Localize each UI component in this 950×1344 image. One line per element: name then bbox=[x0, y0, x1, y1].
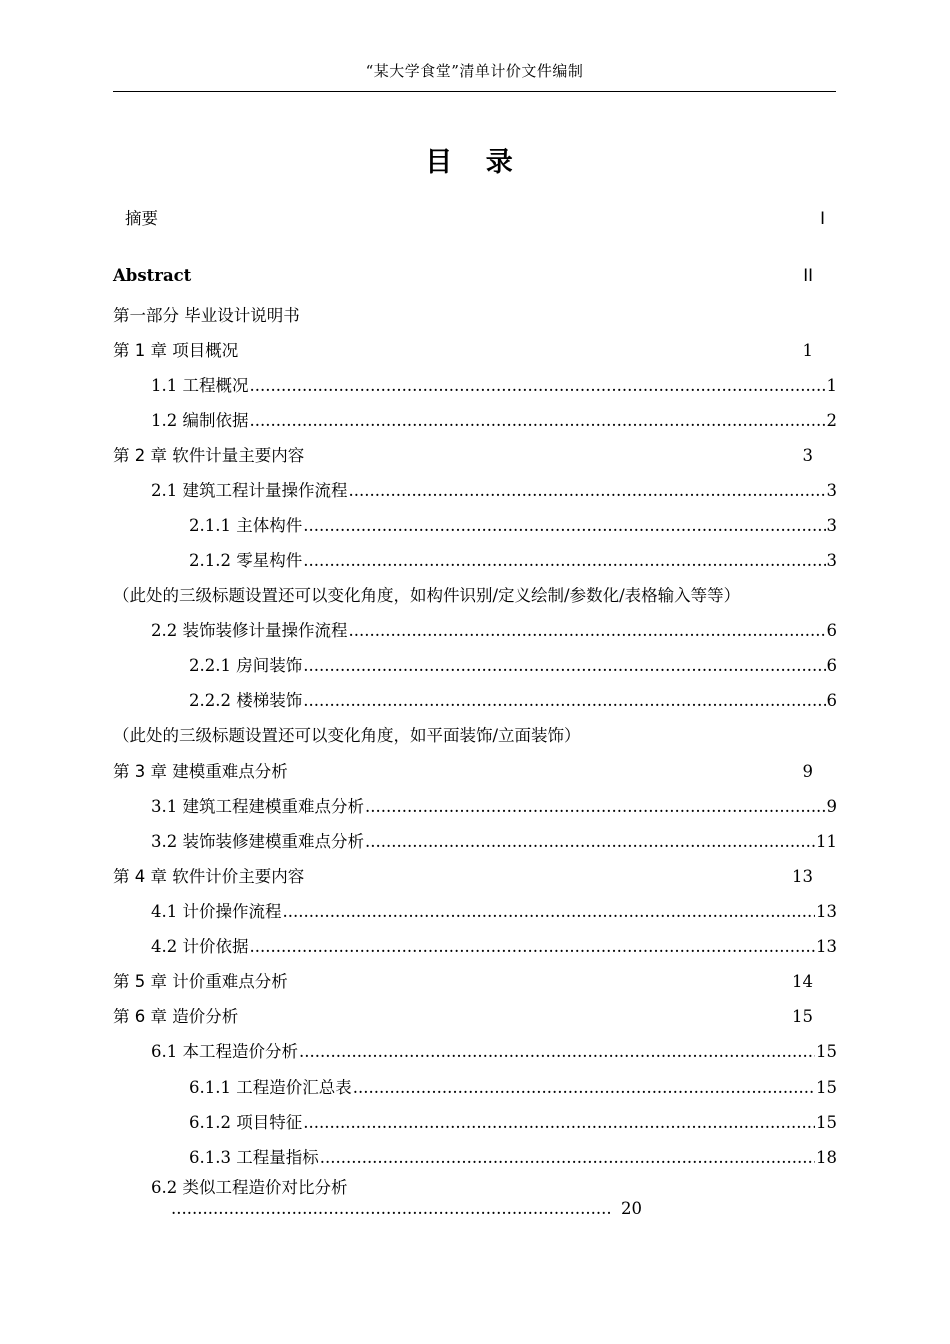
toc-entry-page: 1 bbox=[802, 341, 813, 360]
toc-section-2-1[interactable] bbox=[151, 477, 837, 501]
toc-entry-page: 3 bbox=[802, 446, 813, 465]
toc-entry-label: 2.2.2 楼梯装饰 bbox=[189, 691, 303, 710]
page-header: “某大学食堂”清单计价文件编制 bbox=[365, 62, 584, 80]
leader-dots bbox=[303, 1113, 815, 1132]
toc-entry-label: 第 6 章 造价分析 bbox=[113, 1007, 239, 1026]
toc-entry-page: 3 bbox=[826, 516, 837, 535]
header-rule bbox=[113, 91, 836, 92]
toc-chapter-5[interactable] bbox=[113, 968, 813, 992]
toc-section-4-2[interactable] bbox=[151, 933, 837, 957]
toc-entry-page: 9 bbox=[802, 762, 813, 781]
toc-note-2: （此处的三级标题设置还可以变化角度，如平面装饰/立面装饰） bbox=[113, 726, 581, 745]
toc-section-6-2-leader[interactable] bbox=[170, 1199, 642, 1223]
leader-dots bbox=[171, 1199, 610, 1218]
leader-dots bbox=[299, 1042, 815, 1061]
leader-dots bbox=[303, 691, 825, 710]
toc-entry-label: 2.1.1 主体构件 bbox=[189, 516, 303, 535]
toc-entry-page: 13 bbox=[816, 902, 837, 921]
toc-section-6-1-2[interactable] bbox=[189, 1109, 837, 1133]
toc-entry-page: 2 bbox=[826, 411, 837, 430]
leader-dots bbox=[349, 621, 826, 640]
toc-entry-label: 6.1.3 工程量指标 bbox=[189, 1148, 319, 1167]
leader-dots bbox=[250, 937, 816, 956]
toc-section-3-2[interactable] bbox=[151, 828, 837, 852]
leader-dots bbox=[303, 551, 825, 570]
leader-dots bbox=[349, 481, 826, 500]
leader-dots bbox=[250, 376, 826, 395]
leader-dots bbox=[283, 902, 816, 921]
toc-entry-page: 14 bbox=[792, 972, 813, 991]
toc-entry-label: 1.2 编制依据 bbox=[151, 411, 249, 430]
leader-dots bbox=[303, 516, 825, 535]
toc-entry-label: 2.2.1 房间装饰 bbox=[189, 656, 303, 675]
toc-entry-page: 15 bbox=[816, 1042, 837, 1061]
toc-entry-page: 18 bbox=[816, 1148, 837, 1167]
leader-dots bbox=[303, 656, 825, 675]
toc-entry-page: 15 bbox=[816, 1113, 837, 1132]
toc-section-2-1-1[interactable] bbox=[189, 512, 837, 536]
toc-entry-page: 1 bbox=[826, 376, 837, 395]
toc-entry-abstract-en[interactable] bbox=[113, 266, 813, 290]
toc-entry-page: 15 bbox=[792, 1007, 813, 1026]
leader-dots bbox=[353, 1078, 815, 1097]
toc-entry-page: 6 bbox=[826, 656, 837, 675]
leader-dots bbox=[320, 1148, 815, 1167]
toc-entry-label: 4.1 计价操作流程 bbox=[151, 902, 282, 921]
toc-entry-page: 3 bbox=[826, 551, 837, 570]
toc-entry-label: 2.1 建筑工程计量操作流程 bbox=[151, 481, 348, 500]
toc-entry-label: 4.2 计价依据 bbox=[151, 937, 249, 956]
toc-section-1-2[interactable] bbox=[151, 407, 837, 431]
toc-entry-label: 第 4 章 软件计价主要内容 bbox=[113, 867, 305, 886]
toc-note-1: （此处的三级标题设置还可以变化角度，如构件识别/定义绘制/参数化/表格输入等等） bbox=[113, 586, 741, 605]
toc-entry-label: 3.2 装饰装修建模重难点分析 bbox=[151, 832, 364, 851]
toc-entry-label: 6.1.1 工程造价汇总表 bbox=[189, 1078, 352, 1097]
leader-dots bbox=[250, 411, 826, 430]
toc-entry-label: 3.1 建筑工程建模重难点分析 bbox=[151, 797, 364, 816]
toc-chapter-1[interactable] bbox=[113, 337, 813, 361]
toc-section-2-2[interactable] bbox=[151, 617, 837, 641]
toc-entry-label: 6.1.2 项目特征 bbox=[189, 1113, 303, 1132]
toc-entry-label: 6.2 类似工程造价对比分析 bbox=[151, 1178, 348, 1197]
toc-entry-page: 13 bbox=[792, 867, 813, 886]
toc-chapter-6[interactable] bbox=[113, 1003, 813, 1027]
toc-title: 目 录 bbox=[425, 147, 525, 178]
toc-entry-label: 第 1 章 项目概况 bbox=[113, 341, 239, 360]
toc-section-6-2[interactable] bbox=[151, 1174, 837, 1198]
toc-entry-page: 15 bbox=[816, 1078, 837, 1097]
toc-section-6-1-3[interactable] bbox=[189, 1144, 837, 1168]
toc-section-4-1[interactable] bbox=[151, 898, 837, 922]
toc-entry-label: 摘要 bbox=[125, 209, 158, 228]
toc-entry-page: II bbox=[803, 266, 813, 285]
toc-entry-label: 第 2 章 软件计量主要内容 bbox=[113, 446, 305, 465]
toc-entry-label: Abstract bbox=[113, 266, 192, 285]
toc-section-1-1[interactable] bbox=[151, 372, 837, 396]
toc-entry-page: 6 bbox=[826, 691, 837, 710]
toc-section-6-1[interactable] bbox=[151, 1038, 837, 1062]
toc-entry-label: 第 5 章 计价重难点分析 bbox=[113, 972, 288, 991]
toc-entry-label: 1.1 工程概况 bbox=[151, 376, 249, 395]
toc-section-2-2-2[interactable] bbox=[189, 687, 837, 711]
toc-entry-label: 6.1 本工程造价分析 bbox=[151, 1042, 298, 1061]
leader-dots bbox=[365, 797, 826, 816]
toc-chapter-2[interactable] bbox=[113, 442, 813, 466]
toc-chapter-3[interactable] bbox=[113, 758, 813, 782]
leader-dots bbox=[365, 832, 815, 851]
toc-entry-page: 13 bbox=[816, 937, 837, 956]
toc-section-6-1-1[interactable] bbox=[189, 1074, 837, 1098]
toc-entry-label: 2.1.2 零星构件 bbox=[189, 551, 303, 570]
toc-entry-label: 第一部分 毕业设计说明书 bbox=[113, 306, 300, 325]
toc-chapter-4[interactable] bbox=[113, 863, 813, 887]
toc-part-1[interactable] bbox=[113, 302, 813, 326]
toc-entry-label: 2.2 装饰装修计量操作流程 bbox=[151, 621, 348, 640]
toc-entry-page: 3 bbox=[826, 481, 837, 500]
toc-entry-label: 第 3 章 建模重难点分析 bbox=[113, 762, 288, 781]
toc-entry-page: 6 bbox=[826, 621, 837, 640]
toc-entry-page: 20 bbox=[621, 1199, 642, 1218]
toc-entry-page: I bbox=[820, 209, 825, 228]
toc-entry-page: 11 bbox=[816, 832, 837, 851]
toc-section-3-1[interactable] bbox=[151, 793, 837, 817]
toc-entry-page: 9 bbox=[826, 797, 837, 816]
toc-section-2-2-1[interactable] bbox=[189, 652, 837, 676]
toc-entry-abstract-cn[interactable] bbox=[125, 205, 825, 229]
toc-section-2-1-2[interactable] bbox=[189, 547, 837, 571]
